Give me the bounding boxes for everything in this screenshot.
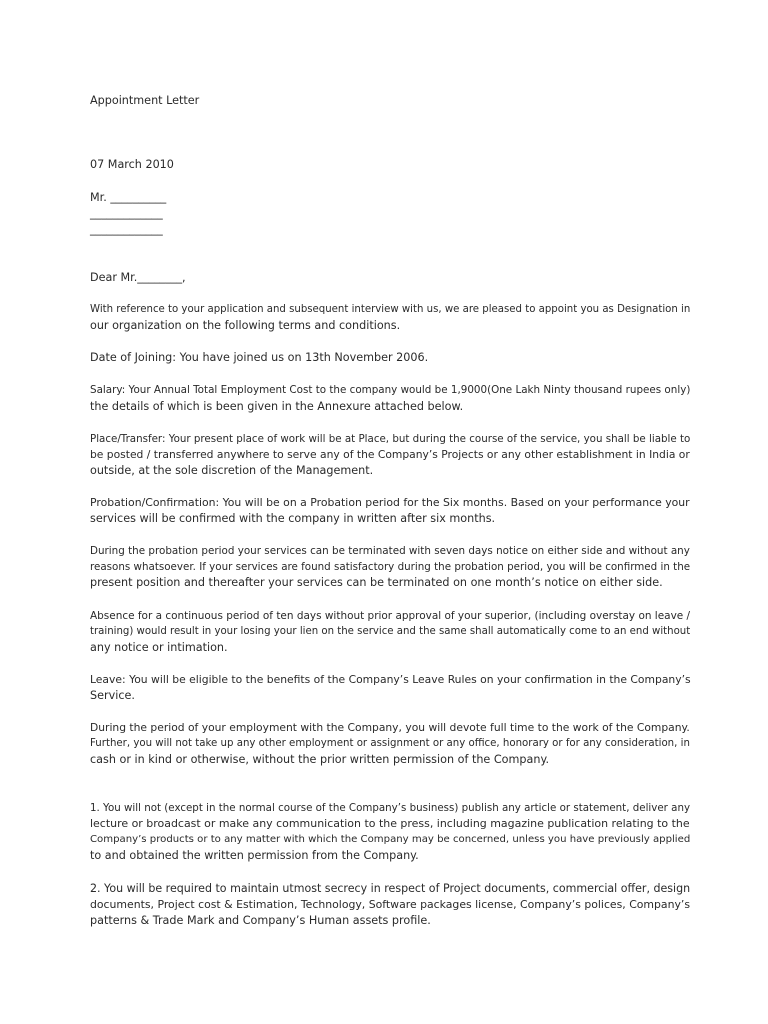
- text-line: training) would result in your losing your lien on the service and the same shall automatically come to an end without: [90, 626, 691, 637]
- text-line: to and obtained the written permission from the Company.: [90, 849, 419, 862]
- text-line: Absence for a continuous period of ten days without prior approval of your superior, (including overstay on leave /: [90, 610, 691, 622]
- letter-date: 07 March 2010: [90, 158, 174, 171]
- text-line: documents, Project cost & Estimation, Technology, Software packages license, Company’s polices, Company’s: [90, 898, 691, 911]
- text-line: patterns & Trade Mark and Company’s Human assets profile.: [90, 914, 431, 927]
- text-line: Leave: You will be eligible to the benefits of the Company’s Leave Rules on your confirmation in the Company’s: [90, 673, 691, 686]
- address-line: _____________: [90, 207, 163, 220]
- text-line: 2. You will be required to maintain utmost secrecy in respect of Project documents, commercial offer, design: [90, 882, 691, 895]
- text-line: Date of Joining: You have joined us on 13th November 2006.: [90, 351, 429, 364]
- text-line: During the probation period your services can be terminated with seven days notice on either side and without any: [90, 545, 690, 557]
- text-line: reasons whatsoever. If your services are found satisfactory during the probation period, you will be confirmed in the: [90, 561, 691, 573]
- text-line: services will be confirmed with the company in written after six months.: [90, 512, 496, 525]
- text-line: be posted / transferred anywhere to serve any of the Company’s Projects or any other establishment in India or: [90, 448, 690, 461]
- text-line: the details of which is been given in the Annexure attached below.: [90, 400, 464, 413]
- text-line: our organization on the following terms and conditions.: [90, 319, 401, 332]
- text-line: lecture or broadcast or make any communication to the press, including magazine publication relating to the: [90, 817, 690, 830]
- address-line: _____________: [90, 223, 163, 236]
- letter-title: Appointment Letter: [90, 94, 200, 107]
- text-line: Service.: [90, 689, 135, 702]
- text-line: Place/Transfer: Your present place of work will be at Place, but during the course of the service, you shall be liable to: [90, 433, 691, 445]
- text-line: Company’s products or to any matter with which the Company may be concerned, unless you have previously applied: [90, 834, 691, 845]
- text-line: Probation/Confirmation: You will be on a Probation period for the Six months. Based on your performance your: [90, 496, 690, 509]
- text-line: cash or in kind or otherwise, without the prior written permission of the Company.: [90, 753, 550, 766]
- text-line: Further, you will not take up any other employment or assignment or any office, honorary or for any consideration, in: [90, 738, 690, 749]
- text-line: any notice or intimation.: [90, 641, 228, 654]
- address-line: Mr. __________: [90, 191, 167, 204]
- text-line: With reference to your application and subsequent interview with us, we are pleased to appoint you as Designation in: [90, 304, 691, 315]
- text-line: outside, at the sole discretion of the Management.: [90, 464, 374, 477]
- text-line: 1. You will not (except in the normal course of the Company’s business) publish any article or statement, deliver any: [90, 802, 691, 814]
- text-line: During the period of your employment with the Company, you will devote full time to the work of the Company.: [90, 721, 690, 734]
- text-line: Salary: Your Annual Total Employment Cost to the company would be 1,9000(One Lakh Ninty thousand rupees only): [90, 384, 691, 396]
- salutation: Dear Mr.________,: [90, 271, 186, 284]
- text-line: present position and thereafter your services can be terminated on one month’s notice on either side.: [90, 576, 663, 589]
